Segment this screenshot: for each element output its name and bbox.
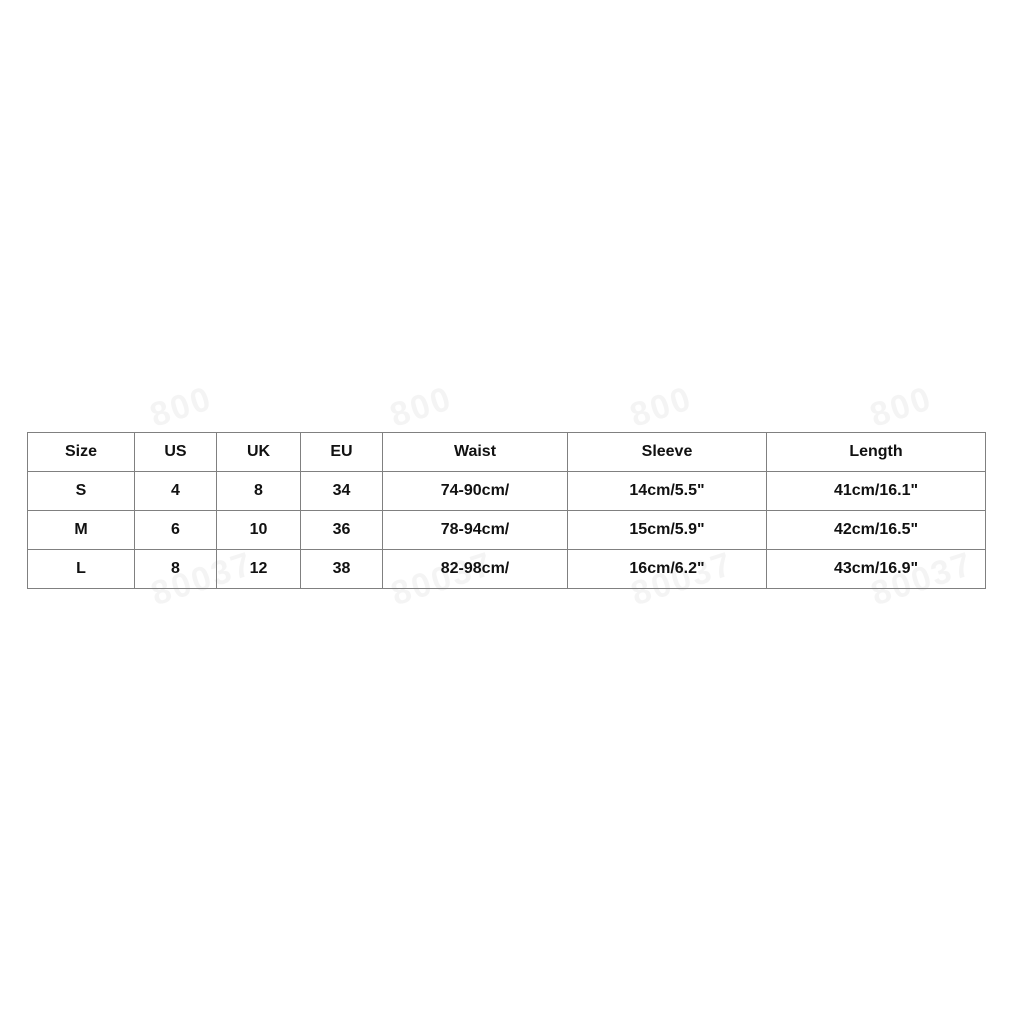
header-waist: Waist: [383, 433, 568, 472]
cell-eu: 34: [301, 472, 383, 511]
cell-size: M: [28, 511, 135, 550]
header-size: Size: [28, 433, 135, 472]
header-sleeve: Sleeve: [568, 433, 767, 472]
header-length: Length: [767, 433, 986, 472]
cell-sleeve: 16cm/6.2": [568, 550, 767, 589]
header-us: US: [135, 433, 217, 472]
cell-waist: 78-94cm/: [383, 511, 568, 550]
table-row: [28, 472, 986, 511]
cell-sleeve: 15cm/5.9": [568, 511, 767, 550]
cell-uk: 10: [217, 511, 301, 550]
size-chart-table: [27, 432, 986, 589]
cell-uk: 8: [217, 472, 301, 511]
cell-size: S: [28, 472, 135, 511]
cell-us: 6: [135, 511, 217, 550]
table-header-row: [28, 433, 986, 472]
cell-us: 4: [135, 472, 217, 511]
cell-eu: 36: [301, 511, 383, 550]
cell-length: 43cm/16.9": [767, 550, 986, 589]
cell-us: 8: [135, 550, 217, 589]
cell-sleeve: 14cm/5.5": [568, 472, 767, 511]
watermark-text: [386, 379, 458, 435]
table-row: [28, 550, 986, 589]
watermark-text: [866, 379, 938, 435]
header-eu: EU: [301, 433, 383, 472]
cell-waist: 82-98cm/: [383, 550, 568, 589]
table-row: [28, 511, 986, 550]
header-uk: UK: [217, 433, 301, 472]
cell-uk: 12: [217, 550, 301, 589]
watermark-text: [626, 379, 698, 435]
watermark-text: [146, 379, 218, 435]
cell-length: 42cm/16.5": [767, 511, 986, 550]
cell-length: 41cm/16.1": [767, 472, 986, 511]
cell-eu: 38: [301, 550, 383, 589]
cell-waist: 74-90cm/: [383, 472, 568, 511]
cell-size: L: [28, 550, 135, 589]
